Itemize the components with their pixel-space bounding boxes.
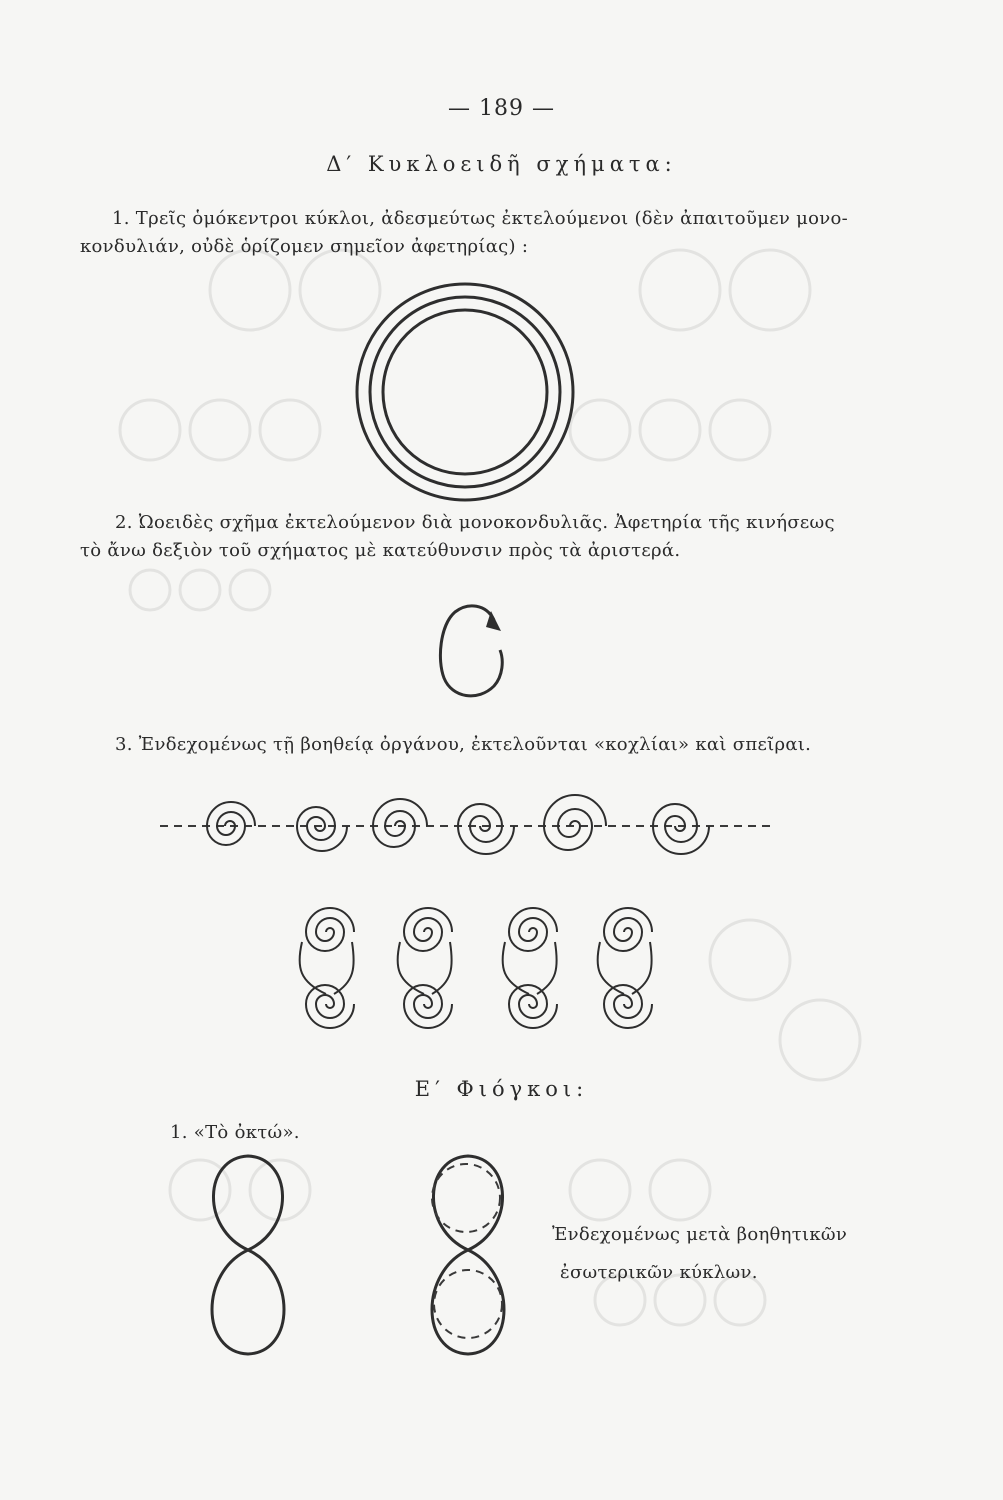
section-d-heading: Δ′ Κυκλοειδῆ σχήματα: <box>326 152 677 176</box>
concentric-circles-icon <box>357 284 573 500</box>
item2-line2: τὸ ἄνω δεξιὸν τοῦ σχήματος μὲ κατεύθυνσιν πρὸς τὰ ἀριστερά. <box>80 540 681 561</box>
auxiliary-circles-note-line1: Ἐνδεχομένως μετὰ βοηθητικῶν <box>552 1224 848 1245</box>
figure-eight-label: 1. «Τὸ ὀκτώ». <box>170 1122 300 1143</box>
s-spirals-icon <box>300 908 652 1028</box>
oval-with-arrow-icon <box>440 606 502 696</box>
spiral-row-icon <box>160 795 775 854</box>
figure-eight-dashed-circles-icon <box>432 1156 504 1354</box>
item1-line1: 1. Τρεῖς ὁμόκεντροι κύκλοι, ἀδεσμεύτως ἐκτελούμενοι (δὲν ἀπαιτοῦμεν μονο- <box>112 208 848 229</box>
page-number: — 189 — <box>448 96 555 121</box>
auxiliary-circles-note-line2: ἐσωτερικῶν κύκλων. <box>560 1262 758 1283</box>
item2-line1: 2. Ὠοειδὲς σχῆμα ἐκτελούμενον διὰ μονοκονδυλιᾶς. Ἀφετηρία τῆς κινήσεως <box>115 512 835 533</box>
figure-eight-icon <box>212 1156 284 1354</box>
item3-text: 3. Ἐνδεχομένως τῇ βοηθείᾳ ὀργάνου, ἐκτελοῦνται «κοχλίαι» καὶ σπεῖραι. <box>115 734 812 755</box>
item1-line2: κονδυλιάν, οὐδὲ ὁρίζομεν σημεῖον ἀφετηρίας) : <box>80 236 529 257</box>
section-e-heading: Ε′ Φιόγκοι: <box>414 1077 589 1101</box>
